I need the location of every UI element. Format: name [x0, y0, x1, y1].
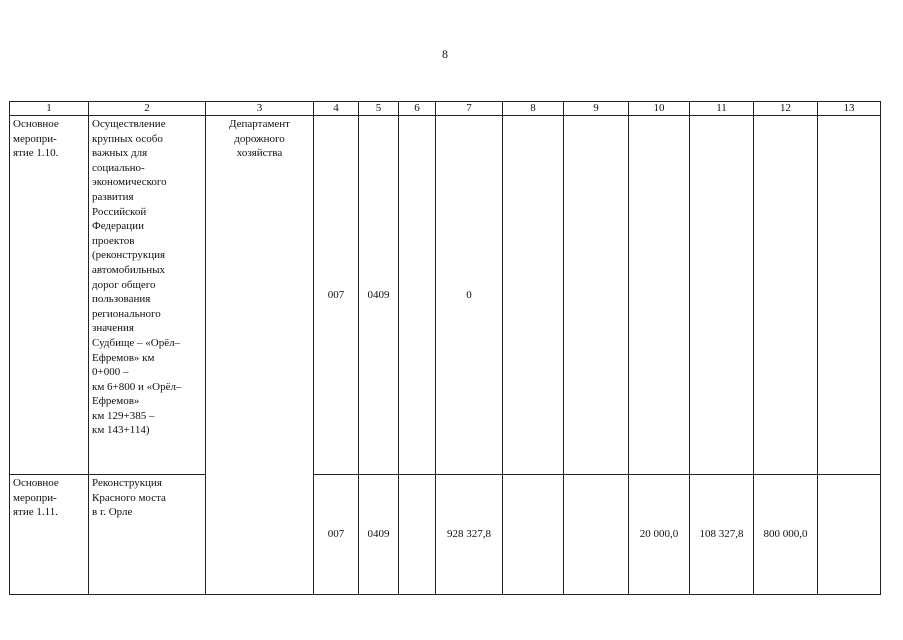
table-cell: 928 327,8 [436, 475, 503, 595]
table-cell: 0409 [359, 116, 399, 475]
activity-name: Осуществление крупных особо важных для социально- экономического развития Российской Федерации проектов (реконструкция автомобильных дорог общего пользования регионального значения Судбище – «Орёл– Ефремов» км 0+000 – км 6+800 и «Орёл– Ефремов» км 129+385 – км 143+114) [92, 118, 182, 437]
column-header: 1 [10, 102, 89, 116]
program-table [9, 101, 881, 595]
column-header: 11 [690, 102, 754, 116]
table-cell [399, 475, 436, 595]
column-header: 13 [818, 102, 881, 116]
table-cell: 800 000,0 [754, 475, 818, 595]
table-cell: 007 [314, 116, 359, 475]
table-cell [690, 116, 754, 475]
activity-id-cell [10, 475, 89, 595]
table-cell [564, 475, 629, 595]
table-cell: 0 [436, 116, 503, 475]
column-header: 7 [436, 102, 503, 116]
table-cell [629, 116, 690, 475]
column-number-row [10, 102, 881, 116]
table-cell: 108 327,8 [690, 475, 754, 595]
column-header: 10 [629, 102, 690, 116]
activity-id: Основное меропри- ятие 1.11. [13, 477, 59, 519]
column-header: 9 [564, 102, 629, 116]
table-cell [818, 116, 881, 475]
table-row [10, 116, 881, 475]
table-cell [818, 475, 881, 595]
column-header: 12 [754, 102, 818, 116]
table-cell [564, 116, 629, 475]
table-row [10, 475, 881, 595]
table-cell [399, 116, 436, 475]
responsible-department: Департамент дорожного хозяйства [228, 118, 290, 160]
column-header: 4 [314, 102, 359, 116]
column-header: 3 [206, 102, 314, 116]
table-cell [754, 116, 818, 475]
responsible-cell [206, 116, 314, 595]
activity-id: Основное меропри- ятие 1.10. [13, 118, 59, 160]
column-header: 2 [89, 102, 206, 116]
table-cell: 007 [314, 475, 359, 595]
column-header: 5 [359, 102, 399, 116]
page-number: 8 [442, 47, 448, 61]
column-header: 6 [399, 102, 436, 116]
table-cell: 0409 [359, 475, 399, 595]
column-header: 8 [503, 102, 564, 116]
table-cell [503, 475, 564, 595]
table-cell [503, 116, 564, 475]
activity-name: Реконструкция Красного моста в г. Орле [92, 477, 166, 519]
activity-id-cell [10, 116, 89, 475]
table-cell: 20 000,0 [629, 475, 690, 595]
activity-name-cell [89, 475, 206, 595]
activity-name-cell [89, 116, 206, 475]
